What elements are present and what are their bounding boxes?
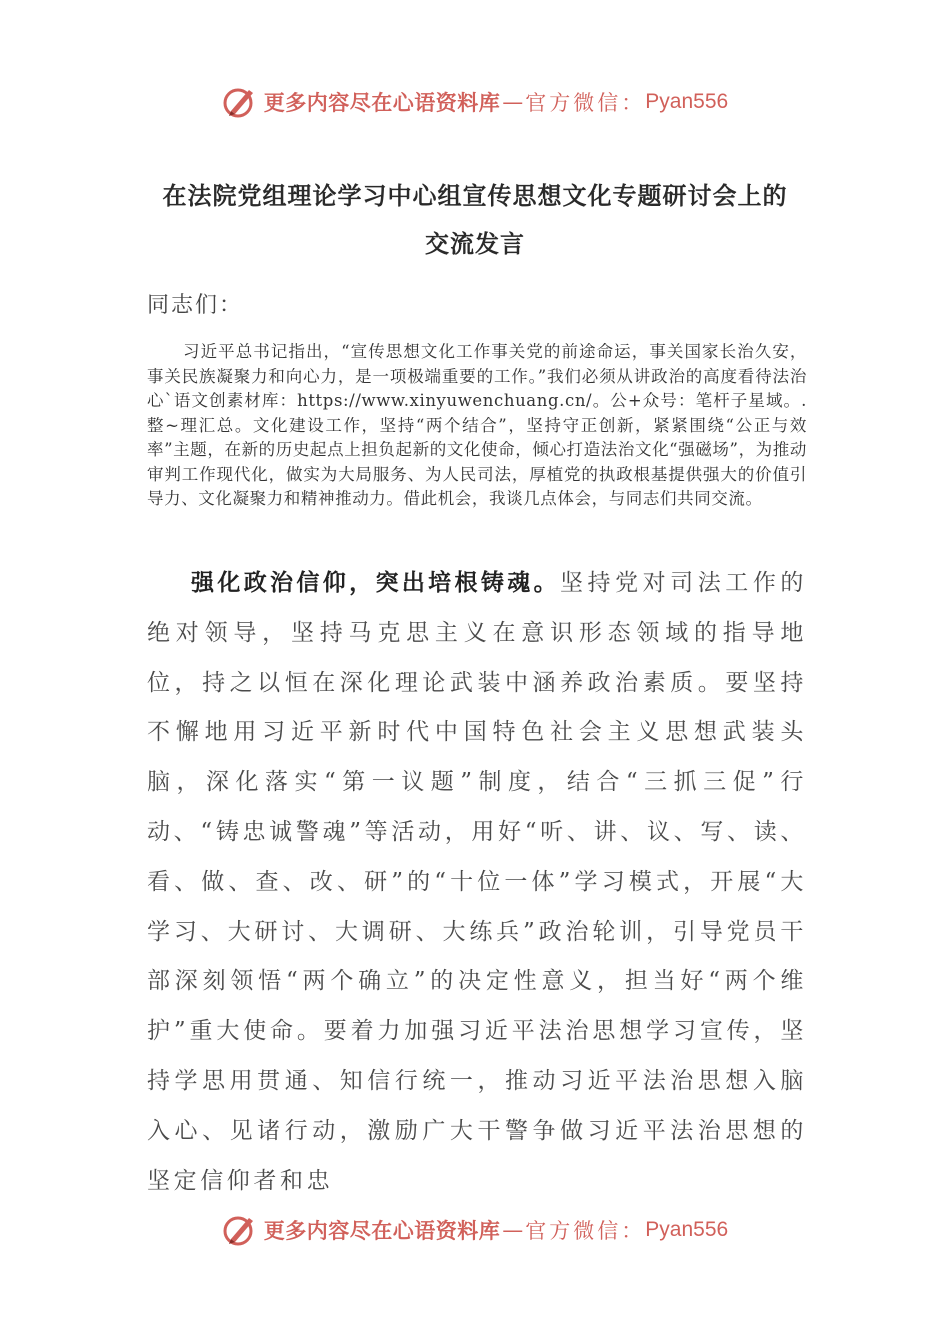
section-1-body: 坚持党对司法工作的绝对领导，坚持马克思主义在意识形态领域的指导地位，持之以恒在深化理论武装中涵养政治素质。要坚持不懈地用习近平新时代中国特色社会主义思想武装头脑，深化落实“第一议题”制度，结合“三抓三促”行动、“铸忠诚警魂”等活动，用好“听、讲、议、写、读、看、做、查、改、研”的“十位一体”学习模式，开展“大学习、大研讨、大调研、大练兵”政治轮训，引导党员干部深刻领悟“两个确立”的决定性意义，担当好“两个维护”重大使命。要着力加强习近平法治思想学习宣传，坚持学思用贯通、知信行统一，推动习近平法治思想入脑入心、见诸行动，激励广大干警争做习近平法治思想的坚定信仰者和忠 bbox=[147, 570, 807, 1194]
section-1-paragraph bbox=[147, 559, 807, 1206]
pen-circle-logo-icon bbox=[222, 84, 258, 120]
banner-dash: — bbox=[502, 90, 524, 114]
banner-wechat-label: 官方微信： bbox=[525, 1219, 646, 1243]
header-watermark-banner bbox=[0, 82, 950, 122]
banner-wechat-id: Pyan556 bbox=[645, 1218, 729, 1241]
intro-paragraph: 习近平总书记指出，“宣传思想文化工作事关党的前途命运，事关国家长治久安，事关民族凝聚力和向心力，是一项极端重要的工作。”我们必须从讲政治的高度看待法治心`语文创素材库：https://www.xinyuwenchuang.cn/。公+众号：笔杆子星域。.整~理汇总。文化建设工作，坚持“两个结合”，坚持守正创新，紧紧围绕“公正与效率”主题，在新的历史起点上担负起新的文化使命，倾心打造法治文化“强磁场”，为推动审判工作现代化，做实为大局服务、为人民司法，厚植党的执政根基提供强大的价值引导力、文化凝聚力和精神推动力。借此机会，我谈几点体会，与同志们共同交流。 bbox=[147, 342, 807, 508]
banner-text: 更多内容尽在心语资料库 bbox=[263, 90, 501, 115]
banner-wechat-label: 官方微信： bbox=[525, 91, 646, 115]
section-1-lead: 强化政治信仰，突出培根铸魂。 bbox=[191, 570, 560, 596]
banner-dash: — bbox=[502, 1218, 524, 1242]
document-title bbox=[140, 172, 810, 268]
title-line-2: 交流发言 bbox=[425, 230, 525, 258]
banner-wechat-id: Pyan556 bbox=[645, 90, 729, 113]
title-line-1: 在法院党组理论学习中心组宣传思想文化专题研讨会上的 bbox=[162, 182, 788, 210]
footer-watermark-banner bbox=[0, 1210, 950, 1250]
greeting: 同志们： bbox=[147, 293, 244, 318]
banner-text: 更多内容尽在心语资料库 bbox=[263, 1218, 501, 1243]
pen-circle-logo-icon bbox=[222, 1212, 258, 1248]
